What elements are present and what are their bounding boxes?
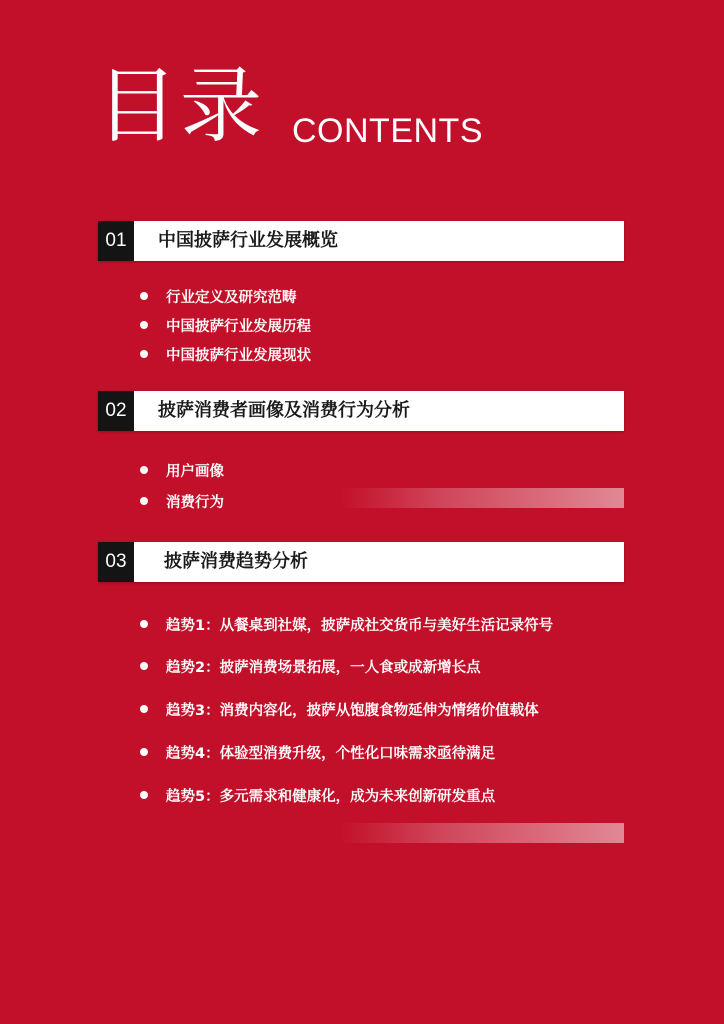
bullet-icon — [140, 321, 148, 329]
list-item[interactable] — [140, 784, 495, 806]
list-item[interactable] — [140, 459, 224, 481]
bullet-icon — [140, 466, 148, 474]
list-item-label: 趋势1：从餐桌到社媒，披萨成社交货币与美好生活记录符号 — [166, 617, 554, 634]
bullet-icon — [140, 791, 148, 799]
list-item[interactable] — [140, 613, 553, 635]
section-number: 03 — [98, 542, 134, 582]
decorative-gradient-bar — [340, 488, 624, 508]
section-number: 02 — [98, 391, 134, 431]
bullet-icon — [140, 292, 148, 300]
list-item-label: 用户画像 — [166, 463, 224, 480]
section-title: 中国披萨行业发展概览 — [158, 230, 338, 251]
page-title: 目录 — [96, 59, 265, 154]
section-number: 01 — [98, 221, 134, 261]
list-item-label: 行业定义及研究范畴 — [166, 289, 297, 306]
list-item-label: 趋势4：体验型消费升级，个性化口味需求亟待满足 — [166, 745, 496, 762]
list-item[interactable] — [140, 285, 297, 307]
list-item[interactable] — [140, 655, 481, 677]
section-header-02[interactable] — [98, 391, 624, 431]
section-title: 披萨消费者画像及消费行为分析 — [158, 400, 410, 421]
list-item[interactable] — [140, 343, 311, 365]
section-title: 披萨消费趋势分析 — [164, 551, 308, 572]
list-item[interactable] — [140, 314, 311, 336]
bullet-icon — [140, 350, 148, 358]
section-header-01[interactable] — [98, 221, 624, 261]
bullet-icon — [140, 705, 148, 713]
section-header-03[interactable] — [98, 542, 624, 582]
list-item[interactable] — [140, 490, 224, 512]
list-item-label: 趋势5：多元需求和健康化，成为未来创新研发重点 — [166, 788, 496, 805]
bullet-icon — [140, 620, 148, 628]
list-item-label: 中国披萨行业发展现状 — [166, 347, 311, 364]
decorative-gradient-bar — [340, 823, 624, 843]
list-item-label: 趋势2：披萨消费场景拓展，一人食或成新增长点 — [166, 659, 481, 676]
list-item[interactable] — [140, 741, 495, 763]
bullet-icon — [140, 497, 148, 505]
list-item-label: 中国披萨行业发展历程 — [166, 318, 311, 335]
list-item[interactable] — [140, 698, 539, 720]
page-subtitle: CONTENTS — [292, 112, 483, 150]
list-item-label: 趋势3：消费内容化，披萨从饱腹食物延伸为情绪价值载体 — [166, 702, 539, 719]
list-item-label: 消费行为 — [166, 494, 224, 511]
bullet-icon — [140, 748, 148, 756]
bullet-icon — [140, 662, 148, 670]
